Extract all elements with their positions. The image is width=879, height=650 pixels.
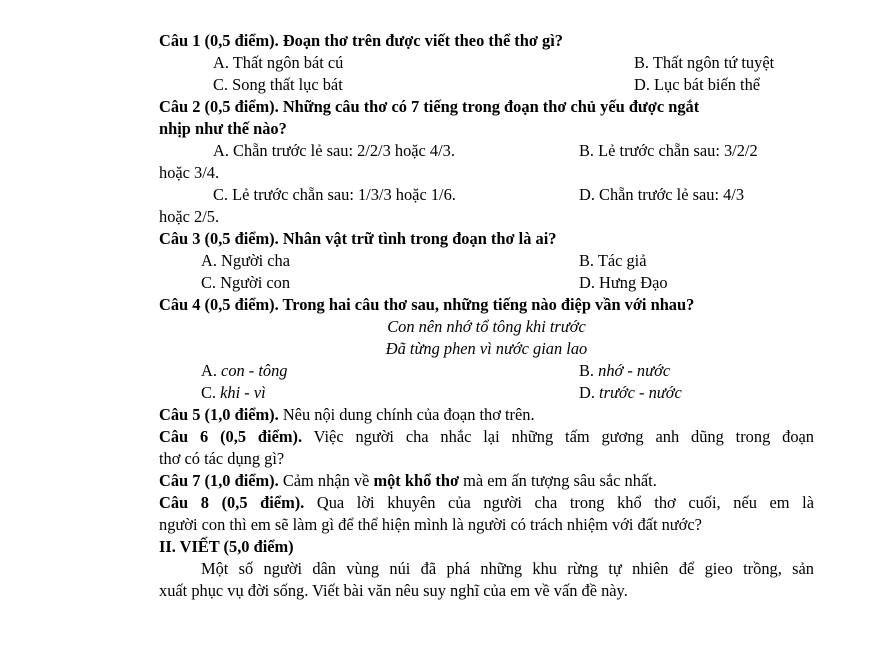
q4-option-c-text: khi - vì: [220, 383, 266, 402]
q1-options-row1: [159, 52, 814, 74]
q5-label: Câu 5 (1,0 điểm).: [159, 405, 279, 424]
q2-option-b: B. Lẻ trước chẵn sau: 3/2/2: [579, 141, 758, 160]
q6-label: Câu 6 (0,5 điểm).: [159, 427, 303, 446]
q2-option-a: A. Chẵn trước lẻ sau: 2/2/3 hoặc 4/3.: [213, 141, 455, 160]
q3-option-a: A. Người cha: [201, 251, 291, 270]
q4-verse-1: Con nên nhớ tổ tông khi trước: [387, 317, 586, 336]
q2-option-b-cont: hoặc 3/4.: [159, 163, 220, 182]
q3-options-row1: [159, 250, 814, 272]
q5: [159, 404, 814, 426]
q7-text-post: mà em ấn tượng sâu sắc nhất.: [459, 471, 657, 490]
q7-label: Câu 7 (1,0 điểm).: [159, 471, 279, 490]
q4-option-a: [201, 360, 288, 382]
q2-option-d-cont: hoặc 2/5.: [159, 207, 220, 226]
q4-heading: Câu 4 (0,5 điểm). Trong hai câu thơ sau, những tiếng nào điệp vần với nhau?: [159, 295, 695, 314]
q4-verse-2: Đã từng phen vì nước gian lao: [385, 339, 588, 358]
q4-option-a-text: con - tông: [221, 361, 288, 380]
q7-text-pre: Cảm nhận về: [278, 471, 374, 490]
q8-line2: người con thì em sẽ làm gì để thể hiện mình là người có trách nhiệm với đất nước?: [159, 515, 702, 534]
part2-text-line2: xuất phục vụ đời sống. Viết bài văn nêu suy nghĩ của em về vấn đề này.: [159, 581, 628, 600]
q4-option-c: [201, 382, 266, 404]
exam-page: [159, 30, 814, 602]
q4-options-row1: [159, 360, 814, 382]
q1-options-row2: [159, 74, 814, 96]
q1-option-b: B. Thất ngôn tứ tuyệt: [634, 53, 775, 72]
q4-options-row2: [159, 382, 814, 404]
q4-option-d-label: D.: [579, 383, 600, 402]
q1-option-c: C. Song thất lục bát: [213, 75, 343, 94]
q4-option-b-label: B.: [579, 361, 599, 380]
q4-option-c-label: C.: [201, 383, 221, 402]
q2-heading-line2: nhịp như thế nào?: [159, 119, 287, 138]
q3-option-d: D. Hưng Đạo: [579, 273, 668, 292]
q7-text-bold: một khổ thơ: [373, 471, 460, 490]
q6-line2: thơ có tác dụng gì?: [159, 449, 285, 468]
q2-options-row2: [159, 184, 814, 206]
q4-option-d-text: trước - nước: [599, 383, 682, 402]
q1-option-a: A. Thất ngôn bát cú: [213, 53, 344, 72]
q2-option-d: D. Chẵn trước lẻ sau: 4/3: [579, 185, 745, 204]
q5-text: Nêu nội dung chính của đoạn thơ trên.: [278, 405, 535, 424]
q7: [159, 470, 814, 492]
q1-heading: Câu 1 (0,5 điểm). Đoạn thơ trên được viết theo thể thơ gì?: [159, 31, 564, 50]
q4-option-b-text: nhớ - nước: [598, 361, 671, 380]
q8-text-line1: Qua lời khuyên của người cha trong khổ thơ cuối, nếu em là: [304, 493, 814, 512]
q2-option-c: C. Lẻ trước chẵn sau: 1/3/3 hoặc 1/6.: [213, 185, 456, 204]
q8-label: Câu 8 (0,5 điểm).: [159, 493, 305, 512]
q3-option-c: C. Người con: [201, 273, 291, 292]
q4-option-a-label: A.: [201, 361, 222, 380]
q2-heading-line1: Câu 2 (0,5 điểm). Những câu thơ có 7 tiếng trong đoạn thơ chủ yếu được ngắt: [159, 97, 700, 116]
q8-line1: [159, 492, 814, 514]
part2-heading: II. VIẾT (5,0 điểm): [159, 537, 294, 556]
q3-options-row2: [159, 272, 814, 294]
q6-text-line1: Việc người cha nhắc lại những tấm gương anh dũng trong đoạn: [302, 427, 814, 446]
q4-option-d: [579, 382, 682, 404]
q1-option-d: D. Lục bát biến thể: [634, 75, 761, 94]
part2-text-line1: Một số người dân vùng núi đã phá những khu rừng tự nhiên để gieo trồng, sản: [201, 559, 814, 578]
q6-line1: [159, 426, 814, 448]
q4-option-b: [579, 360, 670, 382]
q2-options-row1: [159, 140, 814, 162]
q3-option-b: B. Tác giả: [579, 251, 647, 270]
q3-heading: Câu 3 (0,5 điểm). Nhân vật trữ tình trong đoạn thơ là ai?: [159, 229, 557, 248]
